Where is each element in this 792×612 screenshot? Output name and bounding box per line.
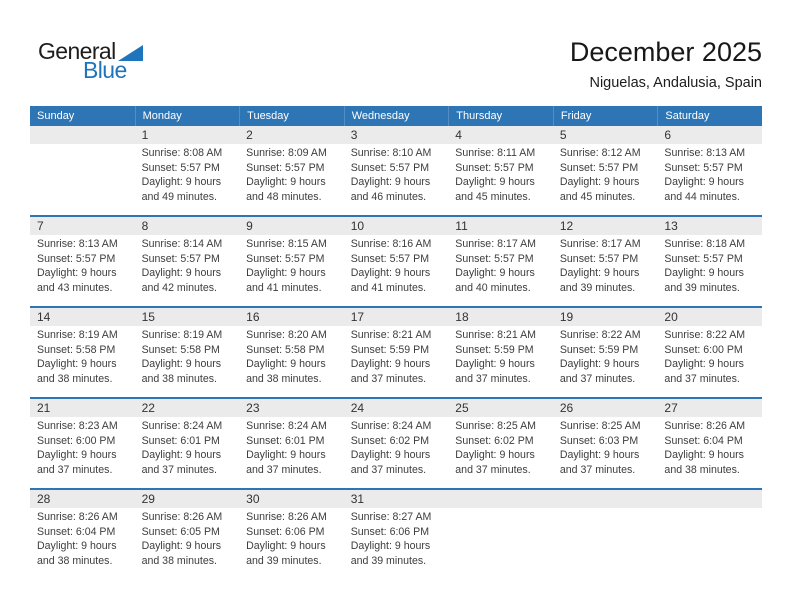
day-detail xyxy=(448,326,553,386)
daylight-text-cont: and 37 minutes. xyxy=(559,372,636,385)
day-cell xyxy=(553,217,658,306)
daylight-text-cont: and 48 minutes. xyxy=(246,190,322,203)
day-cell xyxy=(135,126,240,215)
day-number xyxy=(657,490,762,508)
daylight-text: Daylight: 9 hours xyxy=(37,449,117,462)
day-cell xyxy=(239,308,344,397)
daylight-text-cont: and 37 minutes. xyxy=(455,463,531,476)
daylight-text-cont: and 38 minutes. xyxy=(664,463,740,476)
sunset-text: Sunset: 6:01 PM xyxy=(141,434,220,447)
day-number: 7 xyxy=(30,217,135,235)
weekday-header-row xyxy=(30,106,762,126)
empty-day-cell xyxy=(553,490,658,579)
weekday-header-thursday: Thursday xyxy=(448,106,553,126)
daylight-text: Daylight: 9 hours xyxy=(455,267,535,280)
sunrise-text: Sunrise: 8:19 AM xyxy=(141,329,223,341)
day-cell xyxy=(448,126,553,215)
day-number: 5 xyxy=(553,126,658,144)
general-blue-logo xyxy=(38,40,143,82)
sunrise-text: Sunrise: 8:17 AM xyxy=(559,238,641,250)
sunrise-text: Sunrise: 8:13 AM xyxy=(37,238,118,250)
sunset-text: Sunset: 5:57 PM xyxy=(455,161,534,174)
day-detail xyxy=(135,235,240,295)
day-cell xyxy=(344,308,449,397)
daylight-text-cont: and 46 minutes. xyxy=(350,190,427,203)
daylight-text: Daylight: 9 hours xyxy=(246,176,326,189)
sunset-text: Sunset: 5:58 PM xyxy=(37,343,116,356)
sunrise-text: Sunrise: 8:24 AM xyxy=(246,420,327,432)
sunrise-text: Sunrise: 8:26 AM xyxy=(37,511,118,523)
daylight-text-cont: and 38 minutes. xyxy=(141,554,217,567)
sunset-text: Sunset: 5:59 PM xyxy=(559,343,639,356)
sunset-text: Sunset: 6:05 PM xyxy=(141,525,220,538)
daylight-text: Daylight: 9 hours xyxy=(37,540,117,553)
day-cell xyxy=(344,490,449,579)
daylight-text: Daylight: 9 hours xyxy=(559,358,640,371)
daylight-text: Daylight: 9 hours xyxy=(455,176,535,189)
weekday-header-friday: Friday xyxy=(553,106,658,126)
daylight-text-cont: and 41 minutes. xyxy=(350,281,427,294)
day-detail xyxy=(448,235,553,295)
day-detail xyxy=(30,235,135,295)
day-cell xyxy=(657,217,762,306)
day-detail xyxy=(135,326,240,386)
week-row xyxy=(30,488,762,579)
sunrise-text: Sunrise: 8:13 AM xyxy=(664,147,746,159)
daylight-text: Daylight: 9 hours xyxy=(455,358,535,371)
week-row xyxy=(30,126,762,215)
day-cell xyxy=(135,217,240,306)
calendar-weeks xyxy=(30,126,762,579)
sunrise-text: Sunrise: 8:27 AM xyxy=(350,511,432,523)
daylight-text-cont: and 37 minutes. xyxy=(350,463,427,476)
day-cell xyxy=(135,308,240,397)
day-detail xyxy=(135,417,240,477)
daylight-text-cont: and 38 minutes. xyxy=(141,372,217,385)
sunset-text: Sunset: 5:57 PM xyxy=(664,252,743,265)
day-number: 26 xyxy=(553,399,658,417)
sunset-text: Sunset: 6:02 PM xyxy=(455,434,534,447)
daylight-text: Daylight: 9 hours xyxy=(664,176,744,189)
day-detail xyxy=(239,235,344,295)
daylight-text: Daylight: 9 hours xyxy=(664,358,744,371)
day-number: 21 xyxy=(30,399,135,417)
day-cell xyxy=(553,399,658,488)
sunset-text: Sunset: 6:01 PM xyxy=(246,434,325,447)
sunset-text: Sunset: 5:57 PM xyxy=(664,161,743,174)
sunrise-text: Sunrise: 8:10 AM xyxy=(350,147,432,159)
day-detail xyxy=(553,417,658,477)
daylight-text-cont: and 37 minutes. xyxy=(246,463,322,476)
day-detail xyxy=(344,326,449,386)
sunrise-text: Sunrise: 8:11 AM xyxy=(455,147,536,159)
daylight-text: Daylight: 9 hours xyxy=(141,449,222,462)
day-detail xyxy=(657,144,762,204)
day-detail xyxy=(30,417,135,477)
day-cell xyxy=(239,490,344,579)
daylight-text: Daylight: 9 hours xyxy=(246,267,326,280)
daylight-text: Daylight: 9 hours xyxy=(559,267,640,280)
sunrise-text: Sunrise: 8:21 AM xyxy=(455,329,536,341)
daylight-text: Daylight: 9 hours xyxy=(246,540,326,553)
day-cell xyxy=(344,126,449,215)
daylight-text: Daylight: 9 hours xyxy=(141,176,222,189)
sunset-text: Sunset: 5:57 PM xyxy=(350,161,430,174)
sunrise-text: Sunrise: 8:19 AM xyxy=(37,329,118,341)
day-cell xyxy=(448,308,553,397)
day-cell xyxy=(553,308,658,397)
day-cell xyxy=(135,490,240,579)
day-number: 29 xyxy=(135,490,240,508)
day-detail xyxy=(553,326,658,386)
day-number: 3 xyxy=(344,126,449,144)
sunset-text: Sunset: 6:04 PM xyxy=(37,525,116,538)
daylight-text: Daylight: 9 hours xyxy=(141,540,222,553)
sunrise-text: Sunrise: 8:26 AM xyxy=(246,511,327,523)
daylight-text-cont: and 39 minutes. xyxy=(246,554,322,567)
day-detail xyxy=(239,508,344,568)
sunrise-text: Sunrise: 8:22 AM xyxy=(559,329,641,341)
day-number: 19 xyxy=(553,308,658,326)
title-block xyxy=(570,38,762,91)
day-cell xyxy=(553,126,658,215)
day-cell xyxy=(135,399,240,488)
day-cell xyxy=(239,399,344,488)
day-detail xyxy=(344,144,449,204)
weekday-header-wednesday: Wednesday xyxy=(344,106,449,126)
day-detail xyxy=(657,235,762,295)
day-detail xyxy=(344,417,449,477)
daylight-text-cont: and 37 minutes. xyxy=(455,372,531,385)
day-number: 31 xyxy=(344,490,449,508)
week-row xyxy=(30,215,762,306)
day-number: 14 xyxy=(30,308,135,326)
sunrise-text: Sunrise: 8:16 AM xyxy=(350,238,432,250)
sunset-text: Sunset: 5:57 PM xyxy=(559,161,639,174)
daylight-text: Daylight: 9 hours xyxy=(350,358,431,371)
day-cell xyxy=(239,217,344,306)
daylight-text-cont: and 37 minutes. xyxy=(664,372,740,385)
daylight-text: Daylight: 9 hours xyxy=(664,267,744,280)
day-number: 9 xyxy=(239,217,344,235)
day-cell xyxy=(657,399,762,488)
daylight-text-cont: and 45 minutes. xyxy=(455,190,531,203)
sunset-text: Sunset: 5:57 PM xyxy=(559,252,639,265)
day-detail xyxy=(135,144,240,204)
daylight-text-cont: and 38 minutes. xyxy=(37,554,113,567)
day-number: 8 xyxy=(135,217,240,235)
daylight-text: Daylight: 9 hours xyxy=(141,358,222,371)
daylight-text: Daylight: 9 hours xyxy=(246,358,326,371)
daylight-text: Daylight: 9 hours xyxy=(350,267,431,280)
day-number xyxy=(553,490,658,508)
sunset-text: Sunset: 5:59 PM xyxy=(455,343,534,356)
sunset-text: Sunset: 5:57 PM xyxy=(246,252,325,265)
sunrise-text: Sunrise: 8:25 AM xyxy=(455,420,536,432)
weekday-header-sunday: Sunday xyxy=(37,110,75,122)
sunrise-text: Sunrise: 8:25 AM xyxy=(559,420,641,432)
sunset-text: Sunset: 6:00 PM xyxy=(37,434,116,447)
weekday-header-monday: Monday xyxy=(135,106,240,126)
day-number: 17 xyxy=(344,308,449,326)
daylight-text-cont: and 39 minutes. xyxy=(559,281,636,294)
sunset-text: Sunset: 5:57 PM xyxy=(455,252,534,265)
sunset-text: Sunset: 5:57 PM xyxy=(246,161,325,174)
sunrise-text: Sunrise: 8:14 AM xyxy=(141,238,223,250)
daylight-text-cont: and 41 minutes. xyxy=(246,281,322,294)
logo-text-blue: Blue xyxy=(83,57,127,83)
day-detail xyxy=(448,417,553,477)
sunset-text: Sunset: 5:57 PM xyxy=(350,252,430,265)
month-title: December 2025 xyxy=(569,37,762,67)
daylight-text: Daylight: 9 hours xyxy=(559,449,640,462)
sunrise-text: Sunrise: 8:15 AM xyxy=(246,238,327,250)
day-cell xyxy=(344,217,449,306)
day-detail xyxy=(30,326,135,386)
day-detail xyxy=(239,417,344,477)
day-detail xyxy=(553,235,658,295)
sunset-text: Sunset: 6:04 PM xyxy=(664,434,743,447)
day-number: 4 xyxy=(448,126,553,144)
sunset-text: Sunset: 6:06 PM xyxy=(350,525,430,538)
day-number: 6 xyxy=(657,126,762,144)
daylight-text: Daylight: 9 hours xyxy=(664,449,744,462)
day-detail xyxy=(657,326,762,386)
daylight-text: Daylight: 9 hours xyxy=(350,449,431,462)
location-subtitle: Niguelas, Andalusia, Spain xyxy=(589,74,762,91)
daylight-text-cont: and 37 minutes. xyxy=(559,463,636,476)
day-number: 28 xyxy=(30,490,135,508)
daylight-text-cont: and 40 minutes. xyxy=(455,281,531,294)
weekday-header-tuesday: Tuesday xyxy=(239,106,344,126)
day-number: 27 xyxy=(657,399,762,417)
weekday-header-saturday: Saturday xyxy=(657,106,762,126)
day-cell xyxy=(30,217,135,306)
day-number: 11 xyxy=(448,217,553,235)
daylight-text-cont: and 37 minutes. xyxy=(141,463,217,476)
day-number: 12 xyxy=(553,217,658,235)
day-number: 15 xyxy=(135,308,240,326)
sunrise-text: Sunrise: 8:17 AM xyxy=(455,238,536,250)
sunrise-text: Sunrise: 8:18 AM xyxy=(664,238,746,250)
week-row xyxy=(30,306,762,397)
daylight-text: Daylight: 9 hours xyxy=(559,176,640,189)
day-detail xyxy=(30,508,135,568)
sunset-text: Sunset: 5:57 PM xyxy=(141,161,220,174)
day-detail xyxy=(657,417,762,477)
daylight-text: Daylight: 9 hours xyxy=(246,449,326,462)
day-cell xyxy=(30,399,135,488)
sunset-text: Sunset: 6:02 PM xyxy=(350,434,430,447)
sunrise-text: Sunrise: 8:12 AM xyxy=(559,147,641,159)
daylight-text-cont: and 38 minutes. xyxy=(37,372,113,385)
day-detail xyxy=(239,326,344,386)
sunrise-text: Sunrise: 8:26 AM xyxy=(141,511,223,523)
day-detail xyxy=(448,144,553,204)
sunrise-text: Sunrise: 8:22 AM xyxy=(664,329,746,341)
daylight-text: Daylight: 9 hours xyxy=(37,358,117,371)
day-number: 16 xyxy=(239,308,344,326)
daylight-text: Daylight: 9 hours xyxy=(37,267,117,280)
week-row xyxy=(30,397,762,488)
sunset-text: Sunset: 5:59 PM xyxy=(350,343,430,356)
day-number: 22 xyxy=(135,399,240,417)
day-cell xyxy=(239,126,344,215)
sunrise-text: Sunrise: 8:26 AM xyxy=(664,420,746,432)
sunset-text: Sunset: 6:06 PM xyxy=(246,525,325,538)
sunset-text: Sunset: 6:03 PM xyxy=(559,434,639,447)
sunrise-text: Sunrise: 8:24 AM xyxy=(350,420,432,432)
sunset-text: Sunset: 5:58 PM xyxy=(141,343,220,356)
daylight-text: Daylight: 9 hours xyxy=(350,176,431,189)
day-cell xyxy=(30,490,135,579)
day-number: 10 xyxy=(344,217,449,235)
day-number: 2 xyxy=(239,126,344,144)
day-number: 30 xyxy=(239,490,344,508)
sunrise-text: Sunrise: 8:09 AM xyxy=(246,147,327,159)
day-cell xyxy=(448,217,553,306)
daylight-text-cont: and 43 minutes. xyxy=(37,281,113,294)
day-detail xyxy=(344,235,449,295)
daylight-text-cont: and 39 minutes. xyxy=(664,281,740,294)
daylight-text-cont: and 37 minutes. xyxy=(350,372,427,385)
day-cell xyxy=(30,308,135,397)
day-detail xyxy=(344,508,449,568)
empty-day-cell xyxy=(30,126,135,215)
daylight-text-cont: and 49 minutes. xyxy=(141,190,217,203)
calendar-table xyxy=(30,106,762,579)
day-number xyxy=(448,490,553,508)
daylight-text: Daylight: 9 hours xyxy=(455,449,535,462)
daylight-text-cont: and 44 minutes. xyxy=(664,190,740,203)
day-number: 20 xyxy=(657,308,762,326)
daylight-text: Daylight: 9 hours xyxy=(350,540,431,553)
day-detail xyxy=(553,144,658,204)
sunrise-text: Sunrise: 8:23 AM xyxy=(37,420,118,432)
sunset-text: Sunset: 5:57 PM xyxy=(37,252,116,265)
day-cell xyxy=(657,308,762,397)
day-cell xyxy=(448,399,553,488)
sunrise-text: Sunrise: 8:21 AM xyxy=(350,329,432,341)
day-number: 1 xyxy=(135,126,240,144)
day-number: 24 xyxy=(344,399,449,417)
sunrise-text: Sunrise: 8:08 AM xyxy=(141,147,223,159)
logo-text-general: General xyxy=(38,38,116,64)
daylight-text-cont: and 37 minutes. xyxy=(37,463,113,476)
sunrise-text: Sunrise: 8:20 AM xyxy=(246,329,327,341)
day-number: 13 xyxy=(657,217,762,235)
day-detail xyxy=(239,144,344,204)
day-cell xyxy=(657,126,762,215)
daylight-text-cont: and 42 minutes. xyxy=(141,281,217,294)
day-detail xyxy=(135,508,240,568)
empty-day-cell xyxy=(448,490,553,579)
daylight-text-cont: and 45 minutes. xyxy=(559,190,636,203)
day-number: 23 xyxy=(239,399,344,417)
daylight-text-cont: and 39 minutes. xyxy=(350,554,427,567)
empty-day-cell xyxy=(657,490,762,579)
day-number: 25 xyxy=(448,399,553,417)
day-number xyxy=(30,126,135,144)
sunset-text: Sunset: 5:58 PM xyxy=(246,343,325,356)
daylight-text: Daylight: 9 hours xyxy=(141,267,222,280)
sunset-text: Sunset: 5:57 PM xyxy=(141,252,220,265)
daylight-text-cont: and 38 minutes. xyxy=(246,372,322,385)
sunrise-text: Sunrise: 8:24 AM xyxy=(141,420,223,432)
day-cell xyxy=(344,399,449,488)
sunset-text: Sunset: 6:00 PM xyxy=(664,343,743,356)
day-number: 18 xyxy=(448,308,553,326)
